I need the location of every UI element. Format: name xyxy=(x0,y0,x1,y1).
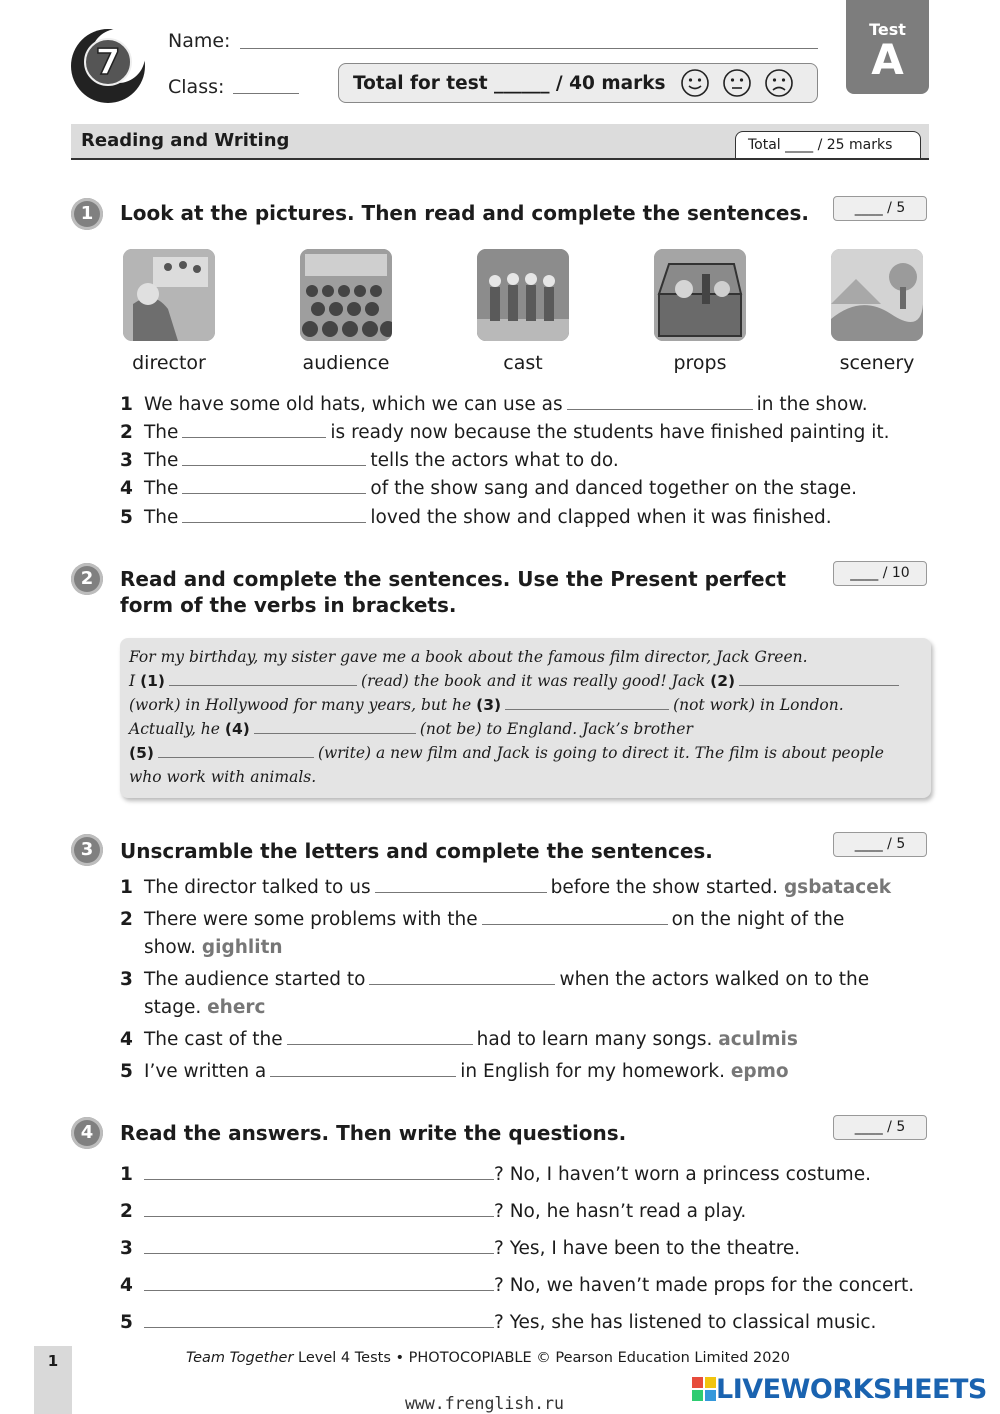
text-span: Actually, he xyxy=(129,720,220,738)
sentence-text: The xyxy=(144,507,179,528)
answer-blank[interactable] xyxy=(270,1075,456,1077)
list-item xyxy=(120,1201,746,1222)
sentence-text: tells the actors what to do. xyxy=(370,450,619,471)
text-span: For my birthday, my sister gave me a book about the famous film director, Jack Green. xyxy=(129,648,808,666)
sentence-text: stage. xyxy=(144,997,202,1018)
sentence-text: I’ve written a xyxy=(144,1061,267,1082)
exercise-4-score: ____ / 5 xyxy=(833,1115,927,1140)
exercise-1-title: Look at the pictures. Then read and complete the sentences. xyxy=(120,201,809,225)
list-item xyxy=(120,1061,789,1082)
list-item xyxy=(120,394,868,415)
text-span: (work) in Hollywood for many years, but he xyxy=(129,696,472,714)
picture-label-props: props xyxy=(673,352,727,374)
list-item-continuation xyxy=(144,937,283,958)
exercise-4-title: Read the answers. Then write the questions. xyxy=(120,1121,627,1145)
sentence-text: is ready now because the students have finished painting it. xyxy=(330,422,890,443)
unit-number: 7 xyxy=(95,42,121,83)
answer-text: ? Yes, I have been to the theatre. xyxy=(494,1238,801,1259)
sad-face-icon[interactable] xyxy=(764,68,794,98)
liveworksheets-icon xyxy=(692,1377,716,1401)
scrambled-word: gsbatacek xyxy=(783,877,892,898)
scrambled-word: eherc xyxy=(207,997,266,1018)
item-number: 4 xyxy=(120,1275,133,1296)
gap-5-blank[interactable] xyxy=(158,756,314,758)
list-item xyxy=(120,1238,800,1259)
list-item xyxy=(120,1275,914,1296)
scenery-image xyxy=(831,249,923,341)
book-title: Team Together xyxy=(186,1350,294,1366)
question-blank[interactable] xyxy=(144,1326,494,1328)
gap-2-blank[interactable] xyxy=(739,684,899,686)
item-number: 2 xyxy=(120,909,133,930)
list-item xyxy=(120,1164,871,1185)
test-label: Test xyxy=(869,20,906,39)
item-number: 3 xyxy=(120,969,133,990)
item-number: 5 xyxy=(120,507,133,528)
list-item xyxy=(120,507,832,528)
answer-blank[interactable] xyxy=(369,983,555,985)
text-line xyxy=(129,648,808,666)
answer-text: ? Yes, she has listened to classical music. xyxy=(494,1312,877,1333)
section-title: Reading and Writing xyxy=(81,130,290,151)
text-span: (not work) in London. xyxy=(673,696,844,714)
cast-image xyxy=(477,249,569,341)
scrambled-word: aculmis xyxy=(718,1029,798,1050)
sentence-text: of the show sang and danced together on the stage. xyxy=(370,478,858,499)
exercise-4-number: 4 xyxy=(71,1117,103,1149)
answer-blank[interactable] xyxy=(567,408,753,410)
item-number: 2 xyxy=(120,1201,133,1222)
scrambled-word: gighlitn xyxy=(201,937,283,958)
answer-blank[interactable] xyxy=(182,436,326,438)
item-number: 5 xyxy=(120,1312,133,1333)
list-item xyxy=(120,909,844,930)
exercise-2-title-line1: Read and complete the sentences. Use the Present perfect xyxy=(120,567,787,591)
item-number: 3 xyxy=(120,1238,133,1259)
exercise-2-number: 2 xyxy=(71,563,103,595)
liveworksheets-logo[interactable] xyxy=(692,1374,987,1405)
item-number: 1 xyxy=(120,877,133,898)
sentence-text: had to learn many songs. xyxy=(476,1029,713,1050)
gap-number: (2) xyxy=(710,672,736,690)
item-number: 1 xyxy=(120,394,133,415)
answer-blank[interactable] xyxy=(182,492,366,494)
text-span: (read) the book and it was really good! Jack xyxy=(361,672,706,690)
list-item xyxy=(120,877,891,898)
neutral-face-icon[interactable] xyxy=(722,68,752,98)
sentence-text: There were some problems with the xyxy=(144,909,478,930)
question-blank[interactable] xyxy=(144,1252,494,1254)
text-span: I xyxy=(129,672,136,690)
gap-3-blank[interactable] xyxy=(505,708,669,710)
sentence-text: on the night of the xyxy=(671,909,845,930)
answer-blank[interactable] xyxy=(375,891,547,893)
footer-credit xyxy=(186,1350,790,1366)
gap-4-blank[interactable] xyxy=(254,732,416,734)
picture-label-director: director xyxy=(132,352,206,374)
text-line xyxy=(129,672,903,690)
sentence-text: in the show. xyxy=(756,394,868,415)
exercise-3-score: ____ / 5 xyxy=(833,832,927,857)
sentence-text: The xyxy=(144,422,179,443)
item-number: 3 xyxy=(120,450,133,471)
text-span: (not be) to England. Jack’s brother xyxy=(419,720,693,738)
sentence-text: show. xyxy=(144,937,196,958)
test-tab xyxy=(846,0,929,94)
sentence-text: in English for my homework. xyxy=(460,1061,725,1082)
text-line xyxy=(129,744,884,762)
question-blank[interactable] xyxy=(144,1178,494,1180)
page-number: 1 xyxy=(34,1346,72,1414)
answer-blank[interactable] xyxy=(287,1043,473,1045)
text-span: who work with animals. xyxy=(129,768,317,786)
exercise-3-title: Unscramble the letters and complete the sentences. xyxy=(120,839,713,863)
sentence-text: when the actors walked on to the xyxy=(559,969,870,990)
audience-image xyxy=(300,249,392,341)
sentence-text: before the show started. xyxy=(550,877,779,898)
props-image xyxy=(654,249,746,341)
question-blank[interactable] xyxy=(144,1289,494,1291)
name-field[interactable] xyxy=(240,48,818,49)
text-line xyxy=(129,696,844,714)
exercise-2-title-line2: form of the verbs in brackets. xyxy=(120,593,457,617)
gap-fill-text xyxy=(120,638,931,798)
answer-blank[interactable] xyxy=(482,923,668,925)
test-total-label: Total for test ______ / 40 marks xyxy=(353,72,666,94)
unit-badge xyxy=(70,24,148,104)
sentence-text: loved the show and clapped when it was finished. xyxy=(370,507,832,528)
test-total-box xyxy=(338,63,818,103)
list-item xyxy=(120,1312,876,1333)
text-line xyxy=(129,720,693,738)
text-span: (write) a new film and Jack is going to direct it. The film is about people xyxy=(317,744,884,762)
item-number: 1 xyxy=(120,1164,133,1185)
item-number: 5 xyxy=(120,1061,133,1082)
list-item xyxy=(120,450,619,471)
question-blank[interactable] xyxy=(144,1215,494,1217)
exercise-1-score: ____ / 5 xyxy=(833,196,927,221)
answer-blank[interactable] xyxy=(182,521,366,523)
picture-label-scenery: scenery xyxy=(839,352,915,374)
section-total: Total ____ / 25 marks xyxy=(735,131,921,158)
footer-copyright: Level 4 Tests • PHOTOCOPIABLE © Pearson Education Limited 2020 xyxy=(293,1350,790,1366)
item-number: 4 xyxy=(120,478,133,499)
picture-label-audience: audience xyxy=(302,352,390,374)
gap-1-blank[interactable] xyxy=(169,684,357,686)
list-item xyxy=(120,422,890,443)
class-label: Class: xyxy=(168,76,225,98)
list-item-continuation xyxy=(144,997,265,1018)
list-item xyxy=(120,969,869,990)
sentence-text: The xyxy=(144,478,179,499)
list-item xyxy=(120,478,857,499)
gap-number: (5) xyxy=(129,744,154,762)
class-field[interactable] xyxy=(233,93,299,94)
gap-number: (4) xyxy=(224,720,250,738)
happy-face-icon[interactable] xyxy=(680,68,710,98)
answer-text: ? No, he hasn’t read a play. xyxy=(494,1201,747,1222)
answer-text: ? No, I haven’t worn a princess costume. xyxy=(494,1164,871,1185)
answer-blank[interactable] xyxy=(182,464,366,466)
exercise-3-number: 3 xyxy=(71,834,103,866)
item-number: 4 xyxy=(120,1029,133,1050)
answer-text: ? No, we haven’t made props for the concert. xyxy=(494,1275,915,1296)
brand-name: LIVEWORKSHEETS xyxy=(716,1374,987,1405)
sentence-text: The audience started to xyxy=(144,969,366,990)
sentence-text: The xyxy=(144,450,179,471)
gap-number: (3) xyxy=(476,696,502,714)
exercise-1-number: 1 xyxy=(71,198,103,230)
sentence-text: The director talked to us xyxy=(144,877,371,898)
sentence-text: We have some old hats, which we can use as xyxy=(144,394,563,415)
gap-number: (1) xyxy=(140,672,166,690)
name-label: Name: xyxy=(168,30,231,52)
text-line xyxy=(129,768,316,786)
scrambled-word: epmo xyxy=(730,1061,789,1082)
director-image xyxy=(123,249,215,341)
exercise-2-score: ____ / 10 xyxy=(833,561,927,586)
site-url[interactable]: www.frenglish.ru xyxy=(405,1394,564,1413)
sentence-text: The cast of the xyxy=(144,1029,283,1050)
item-number: 2 xyxy=(120,422,133,443)
list-item xyxy=(120,1029,798,1050)
picture-label-cast: cast xyxy=(503,352,543,374)
test-letter: A xyxy=(871,35,904,84)
